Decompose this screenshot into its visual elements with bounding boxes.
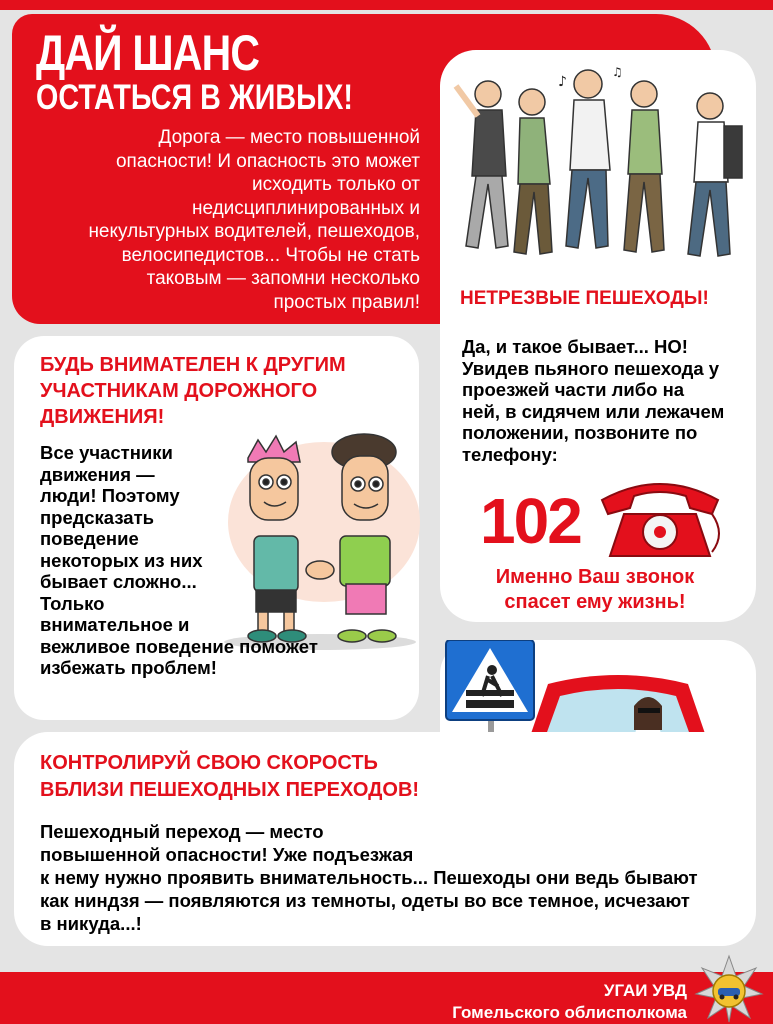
footer-organization: УГАИ УВД Гомельского облисполкома bbox=[452, 981, 687, 1022]
drunk-pedestrians-title: НЕТРЕЗВЫЕ ПЕШЕХОДЫ! bbox=[460, 288, 709, 309]
traffic-police-emblem-icon bbox=[694, 954, 764, 1024]
attention-text: Все участники движения — люди! Поэтому предсказать поведение некоторых из них бывает сложно... Только внимательное и вежливое поведение поможет избежать проблем! bbox=[40, 442, 318, 678]
drunk-call-to-action: Именно Ваш звонок спасет ему жизнь! bbox=[495, 566, 695, 613]
hero-title-line2: ОСТАТЬСЯ В ЖИВЫХ! bbox=[36, 78, 353, 117]
speed-title: КОНТРОЛИРУЙ СВОЮ СКОРОСТЬ ВБЛИЗИ ПЕШЕХОДНЫХ ПЕРЕХОДОВ! bbox=[40, 752, 420, 801]
hero-text: Дорога — место повышенной опасности! И опасность это может исходить только от недисциплинированных и некультурных водителей, пешеходов, велосипедистов... Чтобы не стать таковым — запомни несколько простых правил! bbox=[88, 127, 420, 313]
drunk-pedestrians-illustration bbox=[448, 66, 752, 276]
rotary-phone-icon bbox=[594, 474, 726, 560]
top-stripe bbox=[0, 0, 773, 10]
emergency-phone-number: 102 bbox=[480, 485, 581, 557]
hero-title-line1: ДАЙ ШАНС bbox=[36, 25, 260, 81]
attention-title: БУДЬ ВНИМАТЕЛЕН К ДРУГИМ УЧАСТНИКАМ ДОРОЖНОГО ДВИЖЕНИЯ! bbox=[40, 354, 346, 428]
speed-text: Пешеходный переход — место повышенной опасности! Уже подъезжая к нему нужно проявить внимательность... Пешеходы они ведь бывают как ниндзя — появляются из темноты, одеты во все темное, исчезают в никуда...! bbox=[40, 821, 698, 934]
svg-text:♪: ♪ bbox=[558, 74, 567, 90]
svg-text:♫: ♫ bbox=[612, 66, 623, 79]
drunk-pedestrians-text: Да, и такое бывает... НО! Увидев пьяного пешехода у проезжей части либо на ней, в сидячем или лежачем положении, позвоните по телефону: bbox=[462, 336, 725, 465]
